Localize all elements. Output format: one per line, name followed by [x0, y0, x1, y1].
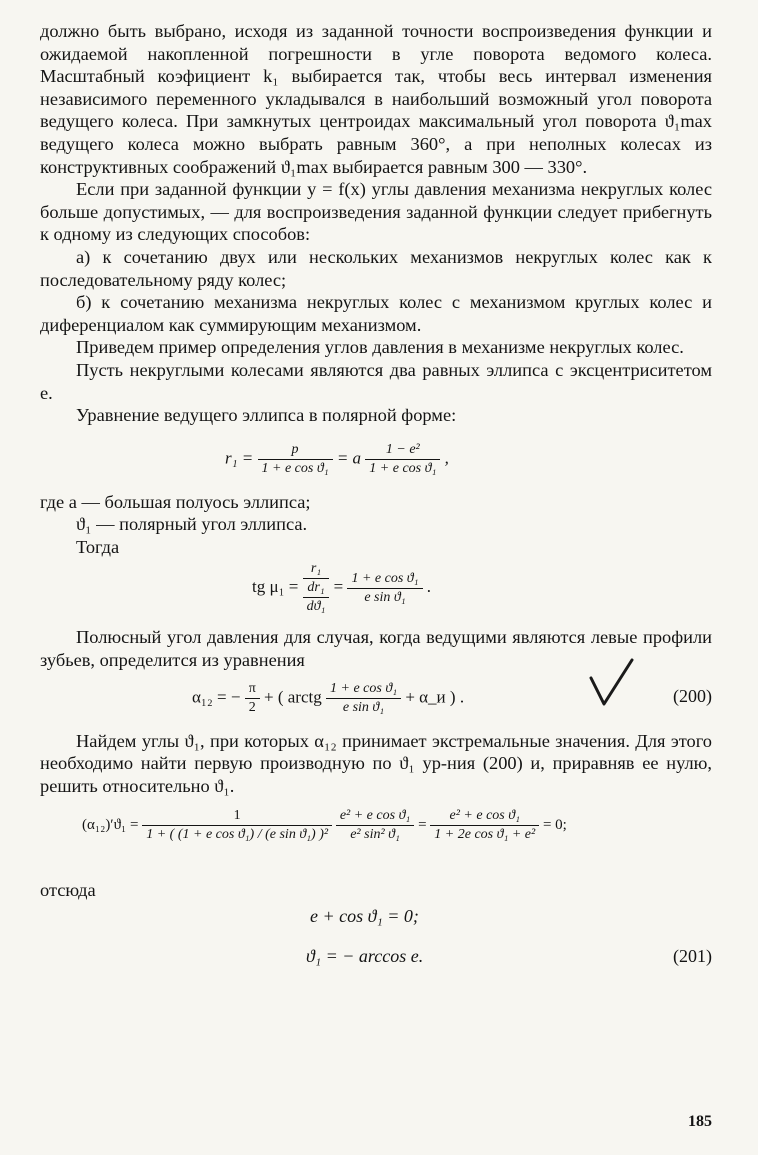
paragraph-2: Если при заданной функции y = f(x) углы давления механизма некруглых колес больше допустимых, — для воспроизведения заданной функции следует прибегнуть к одному из следующих способов:: [40, 179, 712, 245]
eq2-fraction-2: [347, 570, 422, 607]
paragraph-4: Пусть некруглыми колесами являются два равных эллипса с эксцентриситетом e.: [40, 359, 712, 403]
eq3-fraction-2: [326, 680, 401, 717]
eq4-f1-num: 1: [142, 807, 332, 826]
eq3-tail: + α_и ) .: [405, 687, 465, 707]
eq4-fraction-2: [336, 807, 414, 844]
eq4-tail: = 0;: [542, 817, 567, 834]
paragraph-7: Найдем углы ϑ₁, при которых α₁₂ принимает экстремальные значения. Для этого необходимо найти первую производную по ϑ₁ ур-ния (200) и, приравняв ее нулю, решить относительно ϑ₁.: [40, 730, 712, 796]
equation-derivative: [40, 797, 712, 873]
eq1-f1-num: p: [258, 441, 333, 460]
eq4-lhs: (α₁₂)′ϑ₁ =: [82, 817, 139, 834]
eq2-lhs: tg μ₁ =: [252, 577, 299, 597]
paragraph-6: Полюсный угол давления для случая, когда ведущими являются левые профили зубьев, определится из уравнения: [40, 627, 712, 671]
eq1-fraction-2: [365, 441, 440, 478]
eq2-f2-den: e sin ϑ₁: [364, 589, 406, 605]
eq2-f1-den-bottom: dϑ₁: [306, 599, 326, 615]
eq4-mid: =: [418, 817, 427, 834]
eq1-tail: ,: [444, 448, 449, 468]
eq4-fraction-1: [142, 807, 332, 844]
eq1-fraction-1: [258, 441, 333, 478]
then-word: Тогда: [76, 536, 120, 557]
equation-number-200: (200): [673, 685, 712, 706]
eq3-f1-num: π: [245, 680, 260, 699]
eq4-f3-num: e² + e cos ϑ₁: [430, 807, 539, 826]
eq4-f1-den: 1 + ( (1 + e cos ϑ₁) / (e sin ϑ₁) )²: [146, 827, 329, 843]
eq3-mid: + ( arctg: [264, 687, 322, 707]
where-theta-line: ϑ₁ — полярный угол эллипса.: [76, 514, 308, 535]
page-number: 185: [688, 1113, 712, 1130]
eq1-mid: = a: [336, 448, 362, 468]
eq4-f2-den: e² sin² ϑ₁: [350, 827, 400, 843]
list-item-b: б) к сочетанию механизма некруглых колес с механизмом круглых колес и диференциалом как суммирующим механизмом.: [40, 292, 712, 335]
where-a-line: где a — большая полуось эллипса;: [40, 491, 311, 512]
eq3-f1-den: 2: [248, 699, 256, 715]
eq1-lhs: r₁ =: [225, 448, 254, 468]
hence-word: отсюда: [40, 880, 96, 901]
equation-solution: [40, 902, 712, 980]
list-item-a: а) к сочетанию двух или нескольких механизмов некруглых колес как к последовательному ряду колес;: [40, 246, 712, 290]
eq2-tail: .: [426, 577, 432, 597]
eq3-f2-den: e sin ϑ₁: [342, 699, 385, 715]
equation-200: [40, 672, 712, 730]
equation-number-201: (201): [673, 946, 712, 967]
eq3-lhs: α₁₂ = −: [192, 687, 241, 707]
eq3-fraction-1: [245, 680, 260, 717]
eq4-f3-den: 1 + 2e cos ϑ₁ + e²: [434, 827, 536, 843]
equation-ellipse: [40, 427, 712, 491]
eq2-f1-den-top: dr₁: [303, 579, 330, 598]
paragraph-1: должно быть выбрано, исходя из заданной точности воспроизведения функции и ожидаемой накопленной погрешности в угле поворота ведомого колеса. Масштабный коэфициент k₁ выбирается так, чтобы весь интервал изменения независимого переменного укладывался в наибольший возможный угол поворота ведущего колеса. При замкнутых центроидах максимальный угол поворота ϑ₁max ведущего колеса можно выбрать равным 360°, а при неполных колесах из конструктивных соображений ϑ₁max выбирается равным 300 — 330°.: [40, 21, 712, 177]
equation-cos-condition: e + cos ϑ₁ = 0;: [310, 906, 419, 927]
checkmark-icon: [588, 658, 636, 710]
eq2-mid: =: [333, 577, 344, 597]
eq1-f1-den: 1 + e cos ϑ₁: [261, 460, 329, 476]
paragraph-5: Уравнение ведущего эллипса в полярной форме:: [76, 405, 457, 426]
equation-pressure-angle: [40, 558, 712, 626]
page-body: [40, 20, 712, 980]
eq4-f2-num: e² + e cos ϑ₁: [336, 807, 414, 826]
eq4-fraction-3: [430, 807, 539, 844]
equation-201: ϑ₁ = − arccos e.: [306, 946, 424, 967]
paragraph-3: Приведем пример определения углов давления в механизме некруглых колес.: [76, 337, 684, 358]
eq3-f2-num: 1 + e cos ϑ₁: [326, 680, 401, 699]
eq2-f1-num: r₁: [303, 560, 330, 579]
eq1-f2-den: 1 + e cos ϑ₁: [369, 460, 437, 476]
eq2-fraction-1: [303, 560, 330, 616]
eq1-f2-num: 1 − e²: [365, 441, 440, 460]
eq2-f2-num: 1 + e cos ϑ₁: [347, 570, 422, 589]
